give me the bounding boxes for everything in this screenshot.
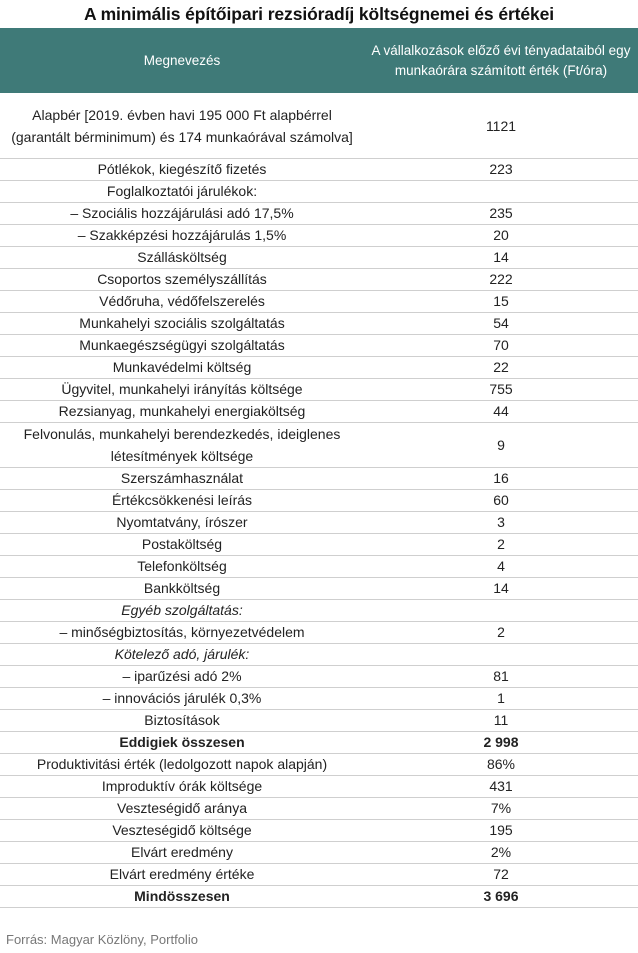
- row-value: 2: [364, 534, 638, 556]
- row-label: – innovációs járulék 0,3%: [0, 688, 364, 710]
- row-label: Rezsianyag, munkahelyi energiaköltség: [0, 401, 364, 423]
- row-value: 22: [364, 357, 638, 379]
- row-label: Produktivitási érték (ledolgozott napok alapján): [0, 754, 364, 776]
- page-title: A minimális építőipari rezsióradíj költségnemei és értékei: [83, 4, 555, 24]
- row-value: 11: [364, 710, 638, 732]
- row-value: 431: [364, 776, 638, 798]
- table-row: [0, 423, 638, 468]
- table-row: [0, 600, 638, 622]
- row-value: 72: [364, 864, 638, 886]
- table-row: [0, 864, 638, 886]
- table-row: [0, 379, 638, 401]
- row-label: Munkaegészségügyi szolgáltatás: [0, 335, 364, 357]
- table-row: [0, 578, 638, 600]
- row-label: Telefonköltség: [0, 556, 364, 578]
- table-row: [0, 622, 638, 644]
- row-label: Kötelező adó, járulék:: [0, 644, 364, 666]
- row-label: – Szociális hozzájárulási adó 17,5%: [0, 203, 364, 225]
- table-row: [0, 732, 638, 754]
- row-value: 14: [364, 578, 638, 600]
- table-row: [0, 710, 638, 732]
- row-value: 235: [364, 203, 638, 225]
- row-label: Veszteségidő költsége: [0, 820, 364, 842]
- row-value: 2 998: [364, 732, 638, 754]
- table-row: [0, 401, 638, 423]
- table-row: [0, 644, 638, 666]
- row-value: 755: [364, 379, 638, 401]
- row-value: 81: [364, 666, 638, 688]
- row-label: Biztosítások: [0, 710, 364, 732]
- row-label: Védőruha, védőfelszerelés: [0, 291, 364, 313]
- table-row: [0, 181, 638, 203]
- row-value: 7%: [364, 798, 638, 820]
- table-body: [0, 93, 638, 908]
- row-value: 16: [364, 468, 638, 490]
- row-label: – minőségbiztosítás, környezetvédelem: [0, 622, 364, 644]
- row-value: 3 696: [364, 886, 638, 908]
- table-row: [0, 798, 638, 820]
- row-value: 20: [364, 225, 638, 247]
- row-label: Mindösszesen: [0, 886, 364, 908]
- row-value: 86%: [364, 754, 638, 776]
- row-value: 223: [364, 159, 638, 181]
- row-label: Szerszámhasználat: [0, 468, 364, 490]
- row-label: Egyéb szolgáltatás:: [0, 600, 364, 622]
- table-row: [0, 93, 638, 159]
- row-value: 195: [364, 820, 638, 842]
- row-value: [364, 181, 638, 203]
- row-value: 44: [364, 401, 638, 423]
- row-value: [364, 644, 638, 666]
- row-label: Elvárt eredmény: [0, 842, 364, 864]
- row-label: Improduktív órák költsége: [0, 776, 364, 798]
- row-label: Postaköltség: [0, 534, 364, 556]
- header-value: A vállalkozások előző évi tényadataiból egy munkaórára számított érték (Ft/óra): [364, 28, 638, 93]
- table-row: [0, 534, 638, 556]
- row-value: 15: [364, 291, 638, 313]
- table-row: [0, 776, 638, 798]
- row-value: 60: [364, 490, 638, 512]
- table-row: [0, 842, 638, 864]
- table-row: [0, 490, 638, 512]
- row-label: Eddigiek összesen: [0, 732, 364, 754]
- row-label: Csoportos személyszállítás: [0, 269, 364, 291]
- row-label: Értékcsökkenési leírás: [0, 490, 364, 512]
- row-label: Alapbér [2019. évben havi 195 000 Ft alapbérrel (garantált bérminimum) és 174 munkaórával számolva]: [0, 93, 364, 159]
- source-note: Forrás: Magyar Közlöny, Portfolio: [6, 932, 198, 947]
- table-row: [0, 313, 638, 335]
- row-value: 54: [364, 313, 638, 335]
- row-value: 222: [364, 269, 638, 291]
- row-value: 9: [364, 423, 638, 468]
- table-header-row: [0, 28, 638, 93]
- row-label: Nyomtatvány, írószer: [0, 512, 364, 534]
- row-value: 2%: [364, 842, 638, 864]
- row-label: Munkavédelmi költség: [0, 357, 364, 379]
- row-label: Szállásköltség: [0, 247, 364, 269]
- cost-table: [0, 28, 638, 908]
- table-row: [0, 291, 638, 313]
- row-label: Pótlékok, kiegészítő fizetés: [0, 159, 364, 181]
- row-value: 1121: [364, 93, 638, 159]
- row-value: 2: [364, 622, 638, 644]
- row-label: – Szakképzési hozzájárulás 1,5%: [0, 225, 364, 247]
- row-value: 1: [364, 688, 638, 710]
- row-value: 70: [364, 335, 638, 357]
- table-row: [0, 556, 638, 578]
- row-label: Elvárt eredmény értéke: [0, 864, 364, 886]
- table-row: [0, 335, 638, 357]
- row-value: 4: [364, 556, 638, 578]
- table-row: [0, 203, 638, 225]
- table-row: [0, 225, 638, 247]
- row-value: [364, 600, 638, 622]
- row-label: Bankköltség: [0, 578, 364, 600]
- row-value: 3: [364, 512, 638, 534]
- row-label: Ügyvitel, munkahelyi irányítás költsége: [0, 379, 364, 401]
- table-row: [0, 159, 638, 181]
- table-row: [0, 269, 638, 291]
- table-row: [0, 754, 638, 776]
- table-row: [0, 886, 638, 908]
- row-label: – iparűzési adó 2%: [0, 666, 364, 688]
- row-label: Munkahelyi szociális szolgáltatás: [0, 313, 364, 335]
- row-value: 14: [364, 247, 638, 269]
- row-label: Veszteségidő aránya: [0, 798, 364, 820]
- row-label: Foglalkoztatói járulékok:: [0, 181, 364, 203]
- table-row: [0, 666, 638, 688]
- table-row: [0, 468, 638, 490]
- table-row: [0, 820, 638, 842]
- table-row: [0, 688, 638, 710]
- table-row: [0, 512, 638, 534]
- table-row: [0, 357, 638, 379]
- table-row: [0, 247, 638, 269]
- row-label: Felvonulás, munkahelyi berendezkedés, ideiglenes létesítmények költsége: [0, 423, 364, 468]
- header-name: Megnevezés: [0, 28, 364, 93]
